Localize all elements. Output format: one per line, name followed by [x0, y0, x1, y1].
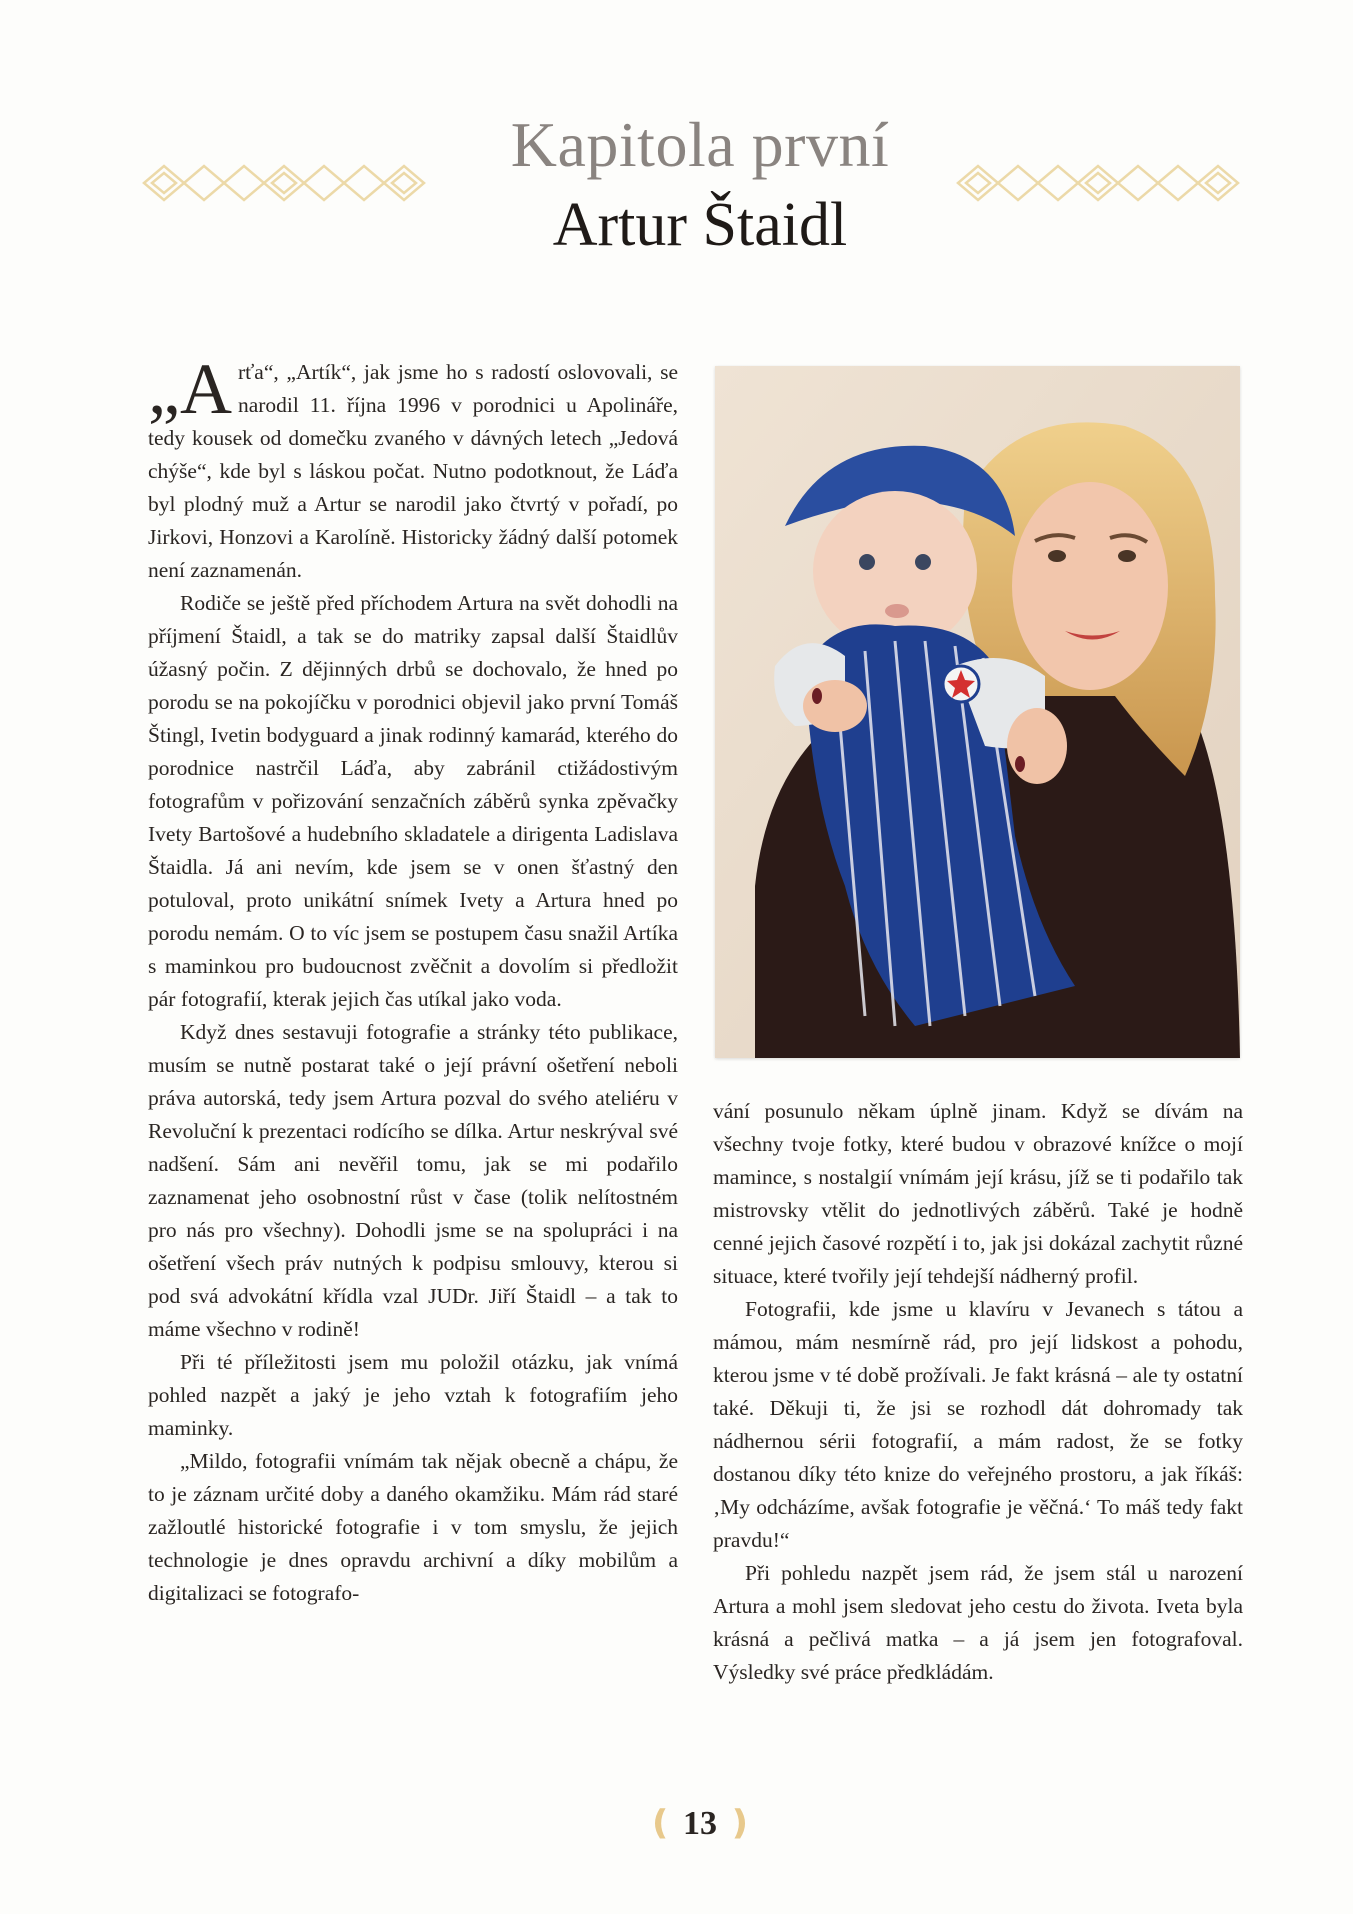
drop-cap: „A — [148, 349, 232, 429]
paragraph: Při pohledu nazpět jsem rád, že jsem stál u narození Artura a mohl jsem sledovat jeho cestu do života. Iveta byla krásná a pečlivá matka – a já jsem jen fotografoval. Výsledky své práce předkládám. — [713, 1561, 1243, 1684]
paragraph: Rodiče se ještě před příchodem Artura na svět dohodli na příjmení Štaidl, a tak se do matriky zapsal další Štaidlův úžasný počin. Z dějinných drbů se dochovalo, že hned po porodu se na pokojíčku v porodnici objevil jako první Tomáš Štingl, Ivetin bodyguard a jinak rodinný kamarád, kterého do porodnice nastrčil Láďa, aby zabránil ctižádostivým fotografům v pořizování senzačních záběrů synka zpěvačky Ivety Bartošové a hudebního skladatele a dirigenta Ladislava Štaidla. Já ani nevím, kde jsem se v onen šťastný den potuloval, proto unikátní snímek Ivety a Artura hned po porodu nemám. O to víc jsem se postupem času snažil Artíka s maminkou pro budoucnost zvěčnit a dovolím si předložit pár fotografií, kterak jejich čas utíkal jako voda. — [148, 591, 678, 1011]
chapter-label: Kapitola první — [510, 109, 890, 180]
paragraph — [148, 349, 678, 587]
paragraph: Při té příležitosti jsem mu položil otázku, jak vnímá pohled nazpět a jaký je jeho vztah k fotografiím jeho maminky. — [148, 1350, 678, 1440]
paragraph: vání posunulo někam úplně jinam. Když se dívám na všechny tvoje fotky, které budou v obrazové knížce o mojí mamince, s nostalgií vnímám její krásu, jíž se ti podařilo tak mistrovsky vtělit do jednotlivých záběrů. Také je hodně cenné jejich časové rozpětí i to, jak jsi dokázal zachytit různé situace, které tvořily její tehdejší nádherný profil. — [713, 1099, 1243, 1288]
text-column-left — [148, 349, 678, 1610]
paragraph: Fotografii, kde jsme u klavíru v Jevanech s tátou a mámou, mám nesmírně rád, pro její lidskost a pohodu, kterou jsme v té době prožívali. Je fakt krásná – ale ty ostatní také. Děkuji ti, že jsi se rozhodl dát dohromady tak nádhernou sérii fotografií, a mám radost, že se fotky dostanou díky této knize do veřejného prostoru, a jak říkáš: ‚My odcházíme, avšak fotografie je věčná.‘ To máš tedy fakt pravdu!“ — [713, 1297, 1243, 1552]
photo-mother-and-baby — [715, 366, 1240, 1058]
page-number — [0, 1803, 1353, 1843]
chapter-title: Artur Štaidl — [552, 191, 848, 259]
bracket-left-icon: ❪ — [646, 1805, 683, 1842]
text-column-right — [713, 1095, 1243, 1689]
paragraph-text: rťa“, „Artík“, jak jsme ho s radostí oslovovali, se narodil 11. října 1996 v porodnici u Apolináře, tedy kousek od domečku zvaného v dávných letech „Jedová chýše“, kde byl s láskou počat. Nutno podotknout, že Láďa byl plodný muž a Artur se narodil jako čtvrtý v pořadí, po Jirkovi, Honzovi a Karolíně. Historicky žádný další potomek není zaznamenán. — [148, 360, 678, 582]
page-number-value: 13 — [683, 1805, 717, 1842]
paragraph: Když dnes sestavuji fotografie a stránky této publikace, musím se nutně postarat také o její právní ošetření neboli práva autorská, tedy jsem Artura pozval do svého ateliéru v Revoluční k prezentaci rodícího se dílka. Artur neskrýval své nadšení. Sám ani nevěřil tomu, jak se mi podařilo zaznamenat jeho osobnostní růst v čase (tolik nelítostném pro nás pro všechny). Dohodli jsme se na spolupráci i na ošetření všech práv nutných k podpisu smlouvy, kterou si pod svá advokátní křídla vzal JUDr. Jiří Štaidl – a tak to máme všechno v rodině! — [148, 1020, 678, 1341]
bracket-right-icon: ❫ — [717, 1805, 754, 1842]
paragraph: „Mildo, fotografii vnímám tak nějak obecně a chápu, že to je záznam určité doby a daného okamžiku. Mám rád staré zažloutlé historické fotografie i v tom smyslu, že jejich technologie je dnes opravdu archivní a díky mobilům a digitalizaci se fotografo- — [148, 1449, 678, 1605]
